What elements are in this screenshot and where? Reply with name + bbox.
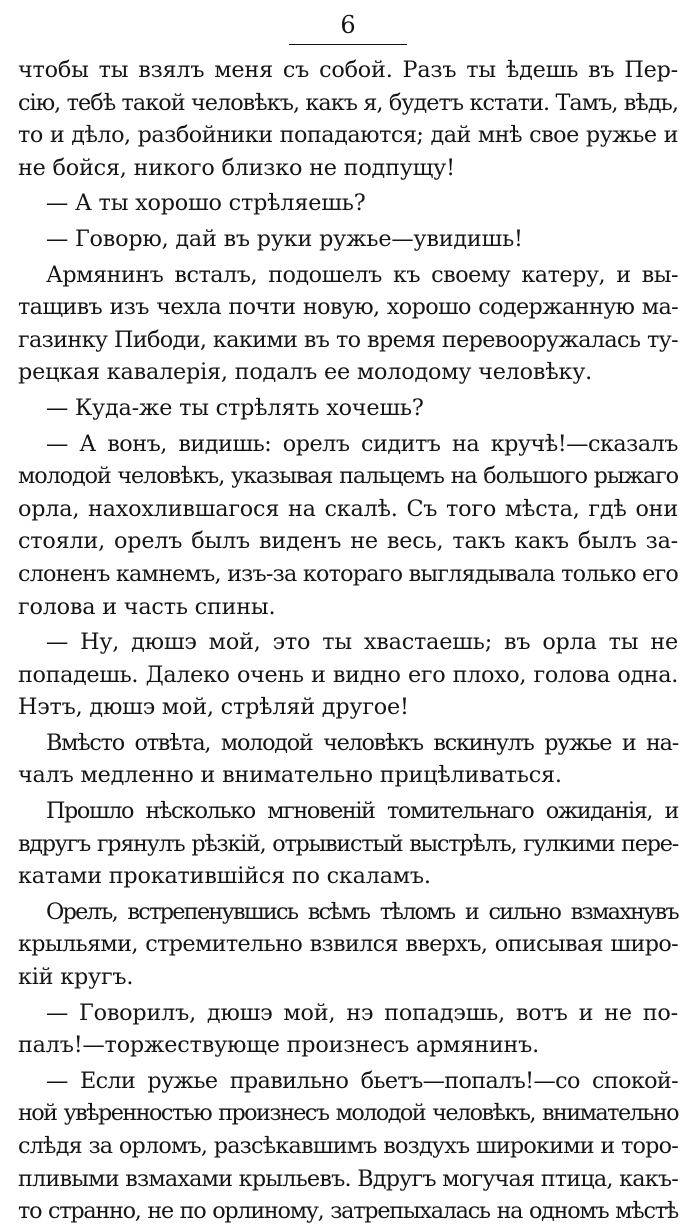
text-line: попадешь. Далеко очень и видно его плохо, голова одна.	[18, 661, 678, 688]
text-line: — Ну, дюшэ мой, это ты хвастаешь; въ орла ты не	[46, 629, 678, 656]
page-header	[18, 10, 678, 54]
text-line: голова и часть спины.	[18, 593, 276, 620]
text-line: — Куда-же ты стрѣлять хочешь?	[46, 394, 424, 421]
header-rule	[289, 44, 407, 45]
text-line: тащивъ изъ чехла почти новую, хорошо содержанную ма-	[18, 294, 678, 321]
text-line: не бойся, никого близко не подпущу!	[18, 154, 455, 181]
text-line: сію, тебѣ такой человѣкъ, какъ я, будетъ кстати. Тамъ, вѣдь,	[18, 89, 678, 116]
text-line: то и дѣло, разбойники попадаются; дай мнѣ свое ружье и	[18, 122, 678, 149]
paragraph	[18, 626, 678, 724]
text-line: кій кругъ.	[18, 964, 134, 991]
text-line: — А ты хорошо стрѣляешь?	[46, 190, 366, 217]
text-line: чтобы ты взялъ меня съ собой. Разъ ты ѣдешь въ Пер-	[18, 57, 678, 83]
paragraph	[18, 896, 678, 994]
text-line: Нэтъ, дюшэ мой, стрѣляй другое!	[18, 694, 409, 721]
text-line: вдругъ грянулъ рѣзкій, отрывистый выстрѣлъ, гулкими пере-	[18, 830, 678, 857]
text-line: то странно, не по орлиному, затрепыхалась на одномъ мѣстѣ	[18, 1198, 678, 1225]
paragraph	[18, 259, 678, 389]
text-line: крыльями, стремительно взвился вверхъ, описывая широ-	[18, 931, 678, 958]
text-line: орла, нахохлившагося на скалѣ. Съ того мѣста, гдѣ они	[18, 495, 678, 522]
text-line: рецкая кавалерія, подалъ ее молодому человѣку.	[18, 359, 593, 386]
body-text	[18, 54, 678, 1228]
text-line: Орелъ, встрепенувшись всѣмъ тѣломъ и сильно взмахнувъ	[46, 898, 678, 925]
text-line: Армянинъ всталъ, подошелъ къ своему катеру, и вы-	[46, 261, 678, 288]
paragraph	[18, 1065, 678, 1228]
text-line: — А вонъ, видишь: орелъ сидитъ на кручѣ!—сказалъ	[46, 430, 678, 457]
text-line: палъ!—торжествующе произнесъ армянинъ.	[18, 1032, 540, 1059]
paragraph	[18, 428, 678, 624]
text-line: — Если ружье правильно бьетъ—попалъ!—со спокой-	[46, 1067, 678, 1094]
page-number: 6	[340, 11, 356, 39]
text-line: — Говорилъ, дюшэ мой, нэ попадэшь, вотъ и не по-	[46, 999, 678, 1026]
text-line: ной увѣренностью произнесъ молодой человѣкъ, внимательно	[18, 1100, 678, 1127]
text-line: Прошло нѣсколько мгновеній томительнаго ожиданія, и	[46, 798, 678, 825]
text-line: молодой человѣкъ, указывая пальцемъ на большого рыжаго	[18, 463, 678, 490]
text-line: слоненъ камнемъ, изъ-за котораго выглядывала только его	[18, 560, 678, 587]
text-line: стояли, орелъ былъ виденъ не весь, такъ какъ былъ за-	[18, 528, 678, 555]
text-line: пливыми взмахами крыльевъ. Вдругъ могучая птица, какъ-	[18, 1165, 678, 1192]
paragraph	[18, 392, 678, 425]
paragraph	[18, 187, 678, 220]
text-line: газинку Пибоди, какими въ то время перевооружалась ту-	[18, 326, 678, 353]
text-line: чалъ медленно и внимательно прицѣливаться.	[18, 762, 562, 789]
text-line: катами прокатившійся по скаламъ.	[18, 863, 431, 890]
paragraph	[18, 727, 678, 792]
paragraph	[18, 795, 678, 893]
text-line: Вмѣсто отвѣта, молодой человѣкъ вскинулъ ружье и на-	[46, 729, 678, 756]
text-line: — Говорю, дай въ руки ружье—увидишь!	[46, 225, 523, 252]
paragraph	[18, 54, 678, 184]
paragraph	[18, 223, 678, 256]
paragraph	[18, 997, 678, 1062]
text-line: слѣдя за орломъ, разсѣкавшимъ воздухъ широкими и торо-	[18, 1133, 678, 1159]
